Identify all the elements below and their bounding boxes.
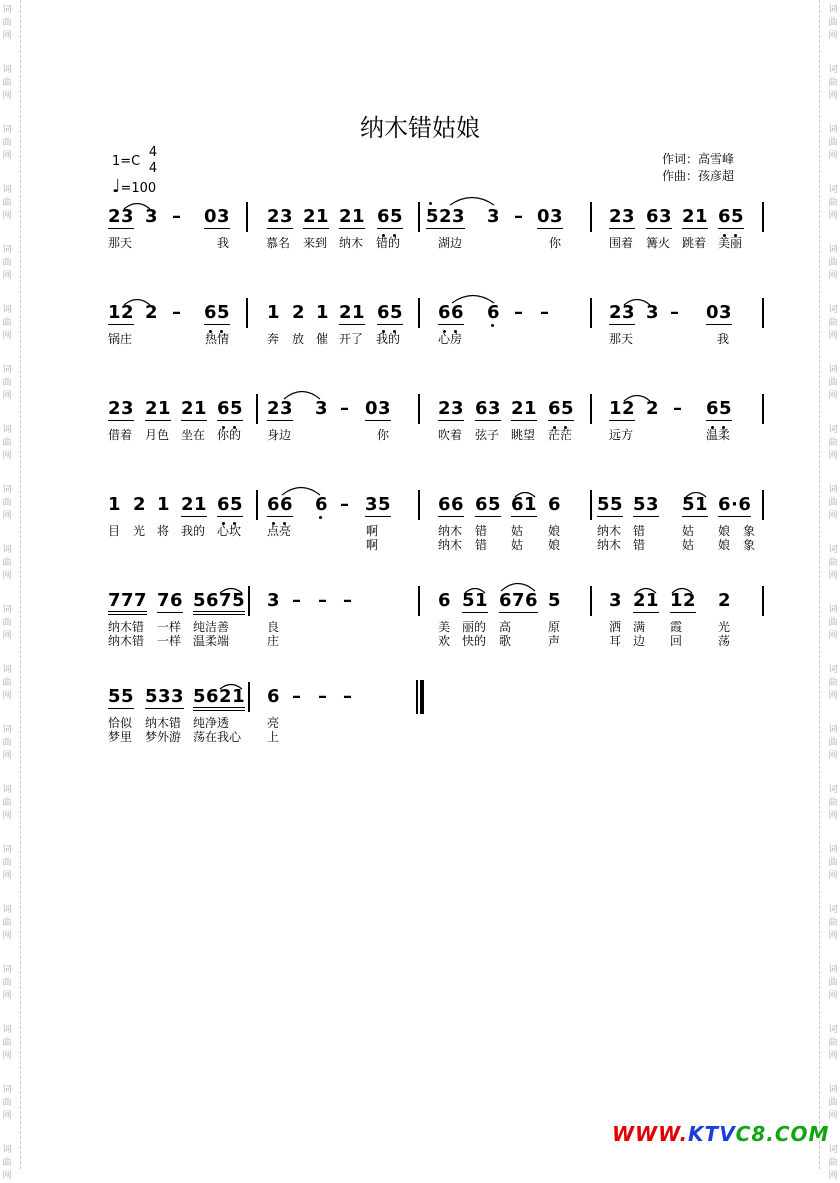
dash: –	[318, 590, 328, 611]
lyric: 纯洁善	[193, 620, 230, 634]
lyric: 娘	[718, 524, 731, 538]
lyric: 催	[316, 332, 329, 346]
lyric-verse-2: 纳木	[597, 538, 622, 552]
lyric: 远方	[609, 428, 634, 442]
watermark-text: 词 曲 网	[2, 785, 12, 821]
dash: –	[673, 398, 683, 419]
lyric: 锅庄	[108, 332, 133, 346]
lyric: 我的	[181, 524, 206, 538]
lyric-verse-2: 欢	[438, 634, 451, 648]
note: 3	[315, 398, 329, 419]
bar-line	[256, 490, 258, 520]
note-group: 6·6	[718, 494, 752, 515]
staff-row-3	[0, 392, 840, 452]
note-group: 65	[377, 302, 404, 323]
note-group: 66	[438, 494, 465, 515]
slur	[450, 292, 496, 304]
dash: –	[514, 206, 524, 227]
note-group: 676	[499, 590, 539, 611]
note-group: 03	[706, 302, 733, 323]
lyric-verse-2: 边	[633, 634, 646, 648]
note-group: 65	[217, 494, 244, 515]
bar-line	[590, 298, 592, 328]
tempo-marking	[112, 176, 156, 197]
lyric: 错	[633, 524, 646, 538]
note-group: 21	[339, 206, 366, 227]
lyric: 美丽	[718, 236, 743, 250]
website-part-4: .COM	[766, 1122, 830, 1146]
lyric-verse-2: 姑	[682, 538, 695, 552]
lyric: 奔	[267, 332, 280, 346]
lyric-verse-2: 梦外游	[145, 730, 182, 744]
note-group: 65	[706, 398, 733, 419]
bar-line	[418, 394, 420, 424]
slur	[122, 200, 152, 210]
lyric: 身边	[267, 428, 292, 442]
song-title: 纳木错姑娘	[360, 114, 480, 142]
slur	[513, 488, 537, 498]
dash: –	[514, 302, 524, 323]
dash: –	[540, 302, 550, 323]
note: 1	[157, 494, 171, 515]
lyric: 纳木	[438, 524, 463, 538]
watermark-text: 词 曲 网	[828, 845, 838, 881]
watermark-text: 词 曲 网	[2, 245, 12, 281]
note: 2	[145, 302, 159, 323]
note-group: 12	[670, 590, 697, 611]
note: 1	[316, 302, 330, 323]
lyric-verse-2: 声	[548, 634, 561, 648]
note-group: 65	[217, 398, 244, 419]
watermark-text: 词 曲 网	[828, 65, 838, 101]
note-group: 03	[365, 398, 392, 419]
bar-line	[590, 490, 592, 520]
watermark-text: 词 曲 网	[828, 485, 838, 521]
note-group: 23	[609, 206, 636, 227]
watermark-text: 词 曲 网	[2, 185, 12, 221]
lyric-verse-2: 娘	[548, 538, 561, 552]
watermark-text: 词 曲 网	[2, 845, 12, 881]
note-group: 23	[609, 302, 636, 323]
time-signature-top: 4	[148, 145, 158, 160]
watermark-text: 词 曲 网	[2, 305, 12, 341]
bar-line	[762, 394, 764, 424]
lyric: 心房	[438, 332, 463, 346]
watermark-text: 词 曲 网	[828, 605, 838, 641]
watermark-text: 词 曲 网	[828, 125, 838, 161]
watermark-text: 词 曲 网	[828, 305, 838, 341]
dash: –	[340, 398, 350, 419]
note-group: 51	[462, 590, 489, 611]
watermark-text: 词 曲 网	[828, 245, 838, 281]
watermark-text: 词 曲 网	[828, 365, 838, 401]
note-group: 23	[438, 398, 465, 419]
lyric: 纳木错	[108, 620, 145, 634]
watermark-text: 词 曲 网	[828, 1025, 838, 1061]
lyric-verse-2: 错	[633, 538, 646, 552]
lyric: 原	[548, 620, 561, 634]
watermark-text: 词 曲 网	[2, 1025, 12, 1061]
lyric: 恰似	[108, 716, 133, 730]
note: 3	[646, 302, 660, 323]
lyricist-credit: 作词：高雪峰	[662, 152, 735, 166]
bar-line	[248, 682, 250, 712]
lyric-verse-2: 回	[670, 634, 683, 648]
slur	[218, 584, 244, 594]
lyric: 湖边	[438, 236, 463, 250]
lyric: 娘	[548, 524, 561, 538]
lyric: 我	[717, 332, 730, 346]
bar-line	[256, 394, 258, 424]
watermark-text: 词 曲 网	[2, 365, 12, 401]
watermark-text: 词 曲 网	[2, 605, 12, 641]
bar-line	[590, 586, 592, 616]
bar-line	[762, 490, 764, 520]
lyric: 眺望	[511, 428, 536, 442]
watermark-text: 词 曲 网	[828, 185, 838, 221]
lyric-verse-2: 歌	[499, 634, 512, 648]
note: 6	[438, 590, 452, 611]
lyric: 来到	[303, 236, 328, 250]
time-signature-bottom: 4	[148, 161, 158, 176]
lyric: 洒	[609, 620, 622, 634]
dash: –	[343, 686, 353, 707]
lyric: 光	[133, 524, 146, 538]
staff-row-5	[0, 584, 840, 654]
note-group: 23	[267, 206, 294, 227]
bar-line	[418, 202, 420, 232]
note-group: 12	[609, 398, 636, 419]
note: 2	[133, 494, 147, 515]
note: 2	[646, 398, 660, 419]
lyric: 丽的	[462, 620, 487, 634]
lyric: 温柔	[706, 428, 731, 442]
lyric-verse-2: 象	[743, 538, 756, 552]
watermark-text: 词 曲 网	[2, 5, 12, 41]
lyric: 啊	[366, 524, 379, 538]
low-octave-dot	[491, 324, 494, 327]
lyric: 满	[633, 620, 646, 634]
watermark-text: 词 曲 网	[828, 725, 838, 761]
credits	[662, 151, 734, 185]
note-group: 23	[108, 206, 135, 227]
lyric: 那天	[609, 332, 634, 346]
composer-credit: 作曲：孩彦超	[662, 169, 735, 183]
watermark-text: 词 曲 网	[2, 545, 12, 581]
note-group: 21	[633, 590, 660, 611]
lyric: 我	[217, 236, 230, 250]
note-group: 21	[303, 206, 330, 227]
lyric: 慕名	[266, 236, 291, 250]
staff-row-2	[0, 296, 840, 356]
watermark-text: 词 曲 网	[828, 965, 838, 1001]
note: 5	[548, 590, 562, 611]
note-group: 61	[511, 494, 538, 515]
note-group: 03	[204, 206, 231, 227]
note: 6	[267, 686, 281, 707]
watermark-text: 词 曲 网	[2, 965, 12, 1001]
lyric-verse-2: 纳木	[438, 538, 463, 552]
dash: –	[670, 302, 680, 323]
watermark-text: 词 曲 网	[828, 785, 838, 821]
note-group: 12	[108, 302, 135, 323]
lyric: 错的	[376, 236, 401, 250]
lyric: 目	[108, 524, 121, 538]
staff-row-6	[0, 680, 840, 750]
lyric: 纳木	[339, 236, 364, 250]
watermark-text: 词 曲 网	[2, 65, 12, 101]
note-group: 23	[108, 398, 135, 419]
time-signature	[146, 145, 160, 177]
note-group: 63	[475, 398, 502, 419]
lyric: 弦子	[475, 428, 500, 442]
lyric: 姑	[511, 524, 524, 538]
bar-line	[418, 298, 420, 328]
slur	[622, 392, 652, 402]
lyric: 将	[157, 524, 170, 538]
note: 3	[145, 206, 159, 227]
note-group: 23	[267, 398, 294, 419]
note-group: 533	[145, 686, 185, 707]
note: 6	[315, 494, 329, 515]
note: 1	[267, 302, 281, 323]
note-group: 21	[181, 494, 208, 515]
note-group: 21	[682, 206, 709, 227]
website-logo[interactable]	[612, 1122, 829, 1146]
dash: –	[172, 302, 182, 323]
slur	[448, 194, 496, 206]
bar-line	[248, 586, 250, 616]
lyric: 你	[377, 428, 390, 442]
bar-line	[762, 298, 764, 328]
note: 2	[292, 302, 306, 323]
lyric-verse-2: 啊	[366, 538, 379, 552]
watermark-text: 词 曲 网	[828, 1085, 838, 1121]
note-group: 66	[267, 494, 294, 515]
note: 3	[487, 206, 501, 227]
note-group: 63	[646, 206, 673, 227]
lyric: 象	[743, 524, 756, 538]
lyric: 纯净透	[193, 716, 230, 730]
bar-line	[762, 586, 764, 616]
bar-line	[762, 202, 764, 232]
slur	[463, 584, 487, 594]
lyric: 良	[267, 620, 280, 634]
dash: –	[343, 590, 353, 611]
note-group: 21	[181, 398, 208, 419]
staff-row-1	[0, 200, 840, 260]
lyric: 跳着	[682, 236, 707, 250]
note: 3	[267, 590, 281, 611]
lyric: 纳木	[597, 524, 622, 538]
website-part-2: KTV	[688, 1122, 736, 1146]
lyric: 篝火	[646, 236, 671, 250]
note-group: 03	[537, 206, 564, 227]
lyric-verse-2: 荡	[718, 634, 731, 648]
watermark-text: 词 曲 网	[2, 425, 12, 461]
lyric: 开了	[339, 332, 364, 346]
slur	[622, 296, 652, 306]
watermark-text: 词 曲 网	[828, 665, 838, 701]
note-group: 55	[597, 494, 624, 515]
slur	[122, 296, 152, 306]
watermark-text: 词 曲 网	[828, 5, 838, 41]
lyric: 姑	[682, 524, 695, 538]
lyric: 借着	[108, 428, 133, 442]
quarter-note-icon: ♩	[112, 176, 121, 197]
slur	[218, 680, 244, 690]
bar-line	[590, 202, 592, 232]
watermark-text: 词 曲 网	[2, 725, 12, 761]
note: 1	[108, 494, 122, 515]
note: 6	[548, 494, 562, 515]
note-group: 523	[426, 206, 466, 227]
lyric: 纳木错	[145, 716, 182, 730]
note-group: 21	[145, 398, 172, 419]
lyric: 放	[292, 332, 305, 346]
note-group: 5675	[193, 590, 245, 611]
slur	[684, 488, 708, 498]
slur	[280, 484, 322, 496]
lyric: 一样	[157, 620, 182, 634]
note-group: 5621	[193, 686, 245, 707]
dash: –	[292, 686, 302, 707]
lyric-verse-2: 梦里	[108, 730, 133, 744]
note-group: 51	[682, 494, 709, 515]
lyric: 茫茫	[548, 428, 573, 442]
lyric: 热情	[205, 332, 230, 346]
watermark-text: 词 曲 网	[2, 665, 12, 701]
lyric-verse-2: 荡在我心	[193, 730, 242, 744]
lyric: 围着	[609, 236, 634, 250]
lyric: 坐在	[181, 428, 206, 442]
lyric: 月色	[145, 428, 170, 442]
note: 2	[718, 590, 732, 611]
lyric-verse-2: 一样	[157, 634, 182, 648]
watermark-text: 词 曲 网	[2, 1085, 12, 1121]
bar-line	[590, 394, 592, 424]
note-group: 65	[718, 206, 745, 227]
staff-row-4	[0, 488, 840, 558]
slur	[499, 580, 537, 592]
lyric-verse-2: 快的	[462, 634, 487, 648]
lyric: 那天	[108, 236, 133, 250]
watermark-text: 词 曲 网	[2, 485, 12, 521]
lyric: 美	[438, 620, 451, 634]
high-octave-dot	[429, 202, 432, 205]
lyric: 亮	[267, 716, 280, 730]
low-octave-dot	[319, 516, 322, 519]
note: 6	[487, 302, 501, 323]
note-group: 76	[157, 590, 184, 611]
slur	[282, 388, 322, 400]
watermark-text: 词 曲 网	[2, 905, 12, 941]
dash: –	[292, 590, 302, 611]
dash: –	[318, 686, 328, 707]
website-part-3: C8	[735, 1122, 767, 1146]
note-group: 65	[475, 494, 502, 515]
note-group: 65	[377, 206, 404, 227]
watermark-text: 词 曲 网	[2, 1145, 12, 1181]
lyric: 你的	[217, 428, 242, 442]
bar-line	[246, 202, 248, 232]
note-group: 53	[633, 494, 660, 515]
lyric-verse-2: 上	[267, 730, 280, 744]
bar-line	[418, 586, 420, 616]
note-group: 21	[511, 398, 538, 419]
key-signature: 1=C	[112, 154, 141, 169]
watermark-text: 词 曲 网	[828, 1145, 838, 1181]
note-group: 777	[108, 590, 147, 611]
watermark-text: 词 曲 网	[828, 905, 838, 941]
note: 3	[609, 590, 623, 611]
lyric-verse-2: 姑	[511, 538, 524, 552]
watermark-text: 词 曲 网	[2, 125, 12, 161]
lyric-verse-2: 耳	[609, 634, 622, 648]
note-group: 66	[438, 302, 465, 323]
slur	[670, 584, 694, 594]
dash: –	[172, 206, 182, 227]
lyric: 光	[718, 620, 731, 634]
note-group: 65	[204, 302, 231, 323]
lyric-verse-2: 庄	[267, 634, 280, 648]
lyric: 点亮	[267, 524, 292, 538]
slur	[634, 584, 658, 594]
lyric-verse-2: 温柔端	[193, 634, 230, 648]
lyric: 吹着	[438, 428, 463, 442]
website-part-1: WWW.	[612, 1122, 689, 1146]
bar-line	[418, 490, 420, 520]
dash: –	[340, 494, 350, 515]
note-group: 55	[108, 686, 135, 707]
lyric-verse-2: 娘	[718, 538, 731, 552]
lyric: 错	[475, 524, 488, 538]
lyric: 我的	[376, 332, 401, 346]
lyric: 高	[499, 620, 512, 634]
lyric-verse-2: 纳木错	[108, 634, 145, 648]
bar-line	[246, 298, 248, 328]
final-barline-thick	[420, 680, 424, 714]
note-group: 65	[548, 398, 575, 419]
lyric: 霞	[670, 620, 683, 634]
lyric: 心坎	[217, 524, 242, 538]
lyric-verse-2: 错	[475, 538, 488, 552]
note-group: 35	[365, 494, 392, 515]
tempo-value: =100	[120, 181, 157, 196]
final-barline-thin	[416, 680, 418, 714]
note-group: 21	[339, 302, 366, 323]
lyric: 你	[549, 236, 562, 250]
watermark-text: 词 曲 网	[828, 425, 838, 461]
watermark-text: 词 曲 网	[828, 545, 838, 581]
